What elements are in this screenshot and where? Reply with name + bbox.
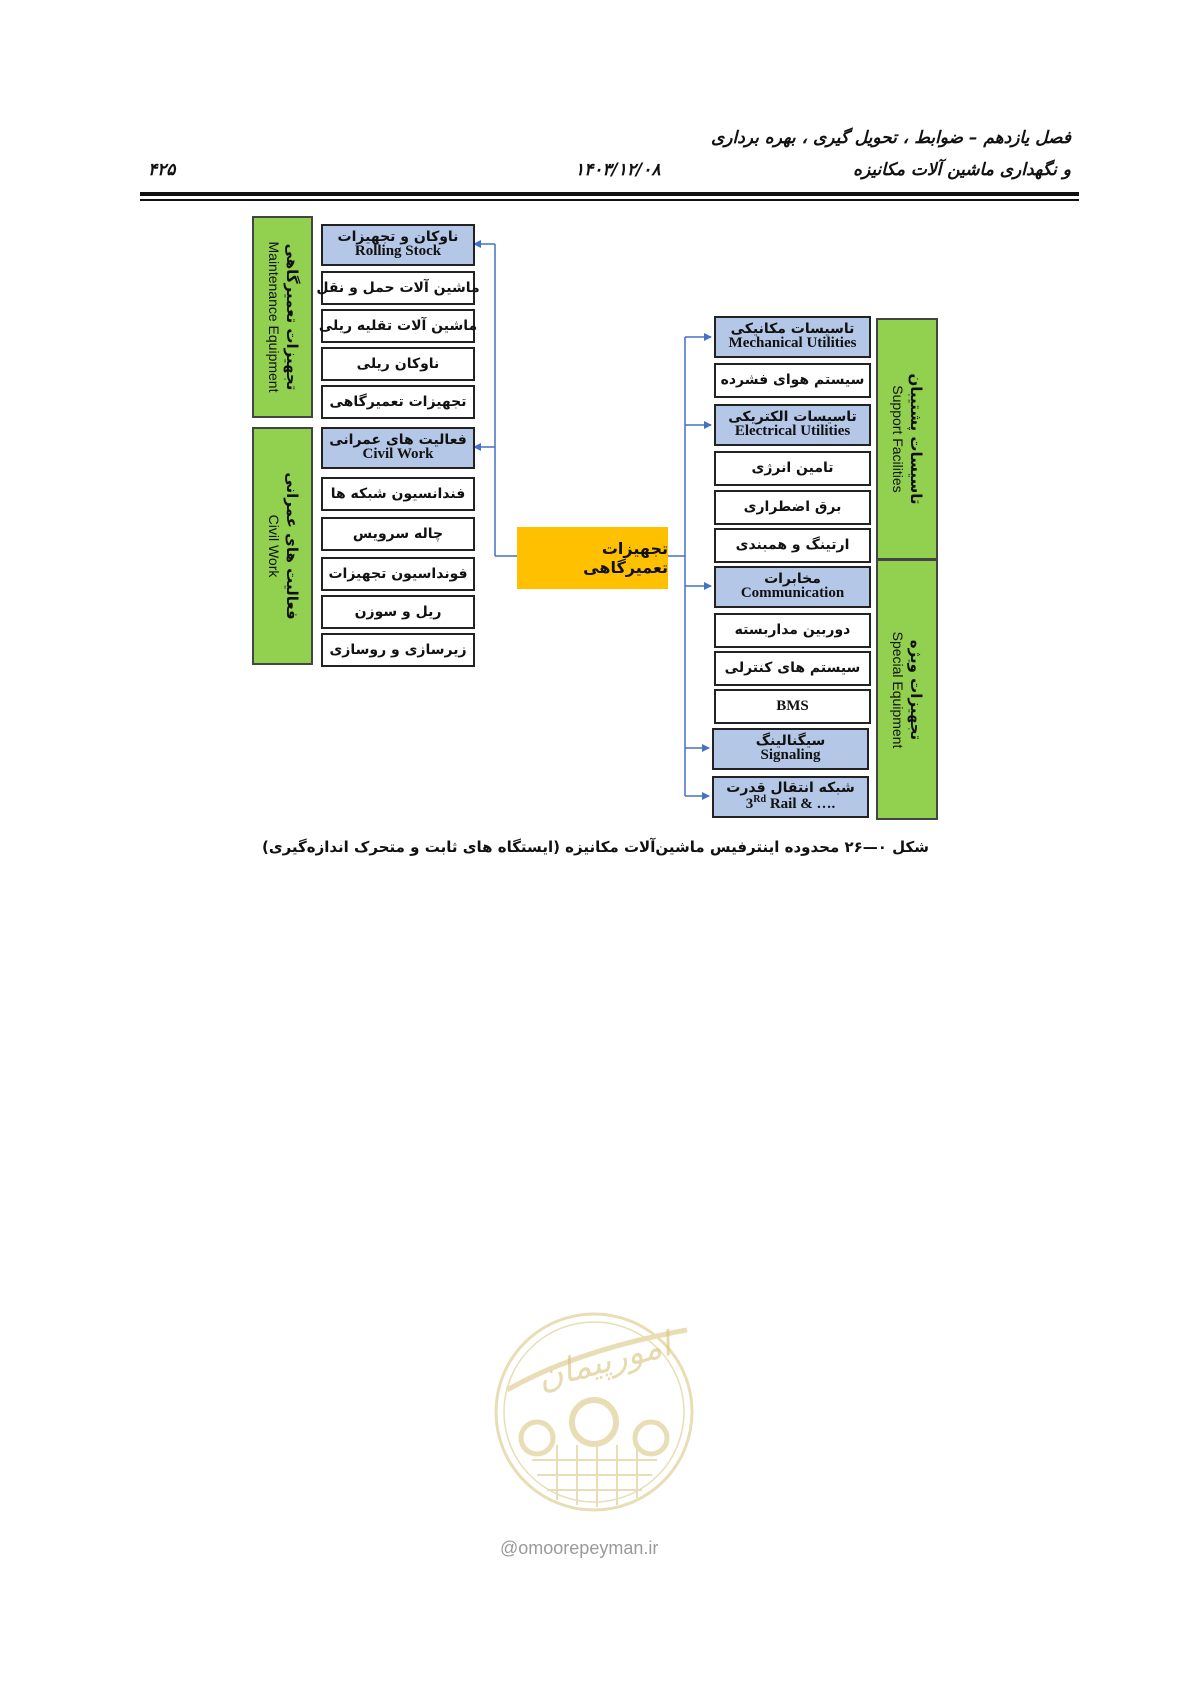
label-special-equipment [876, 559, 938, 820]
box-rolling-stock [321, 224, 475, 266]
header-date: ۱۴۰۳/۱۲/۰۸ [575, 160, 661, 180]
box-maintenance-equipment [321, 385, 475, 419]
box-mechanical-fa: تاسیسات مکانیکی [730, 320, 855, 337]
box-control-systems-text: سیستم های کنترلی [724, 660, 861, 677]
box-compressed-air [714, 363, 871, 398]
box-rail-fleet [321, 347, 475, 381]
label-maintenance-fa: تجهیزات تعمیرگاهی [282, 243, 301, 391]
box-earthing [714, 528, 871, 563]
box-communication-en: Communication [740, 585, 845, 602]
header-chapter-subtitle: و نگهداری ماشین آلات مکانیزه [853, 160, 1071, 180]
watermark-url: @omoorepeyman.ir [500, 1538, 659, 1558]
box-rail-machinery-text: ماشین آلات تقلیه ریلی [318, 317, 478, 334]
box-equipment-foundation [321, 557, 475, 591]
box-compressed-air-text: سیستم هوای فشرده [720, 372, 865, 389]
label-special-fa: تجهیزات ویژه [907, 639, 926, 740]
box-maintenance-equipment-text: تجهیزات تعمیرگاهی [329, 393, 467, 410]
box-mechanical-en: Mechanical Utilities [728, 335, 857, 352]
label-civil-work [252, 427, 313, 665]
center-box: تجهیزات تعمیرگاهی [517, 527, 668, 589]
box-signaling-fa: سیگنالینگ [755, 732, 826, 749]
box-power-supply-text: تامین انرژی [751, 460, 834, 477]
label-support-en: Support Facilities [890, 385, 907, 493]
box-transport-machinery-text: ماشین آلات حمل و نقل [316, 279, 480, 296]
box-power-supply [714, 451, 871, 486]
label-maintenance-equipment [252, 216, 313, 418]
label-maintenance-en: Maintenance Equipment [265, 241, 282, 393]
box-substructure-text: زیرسازی و روسازی [329, 641, 467, 658]
box-electrical-en: Electrical Utilities [734, 423, 851, 440]
box-substructure [321, 633, 475, 667]
box-bms-text: BMS [776, 697, 809, 714]
box-rail-machinery [318, 309, 478, 343]
box-rail-fleet-text: ناوکان ریلی [356, 355, 440, 372]
box-rolling-stock-en: Rolling Stock [354, 243, 442, 260]
box-bms [714, 689, 871, 724]
box-earthing-text: ارتینگ و همبندی [735, 537, 850, 554]
box-equipment-foundation-text: فونداسیون تجهیزات [328, 565, 468, 582]
box-service-pit-text: چاله سرویس [352, 525, 444, 542]
box-network-foundation [321, 477, 475, 511]
box-electrical-utilities [714, 404, 871, 446]
label-civil-work-fa: فعالیت های عمرانی [282, 472, 301, 620]
box-cctv-text: دوربین مداربسته [734, 622, 851, 639]
page-number: ۴۲۵ [148, 160, 176, 180]
box-electrical-fa: تاسیسات الکتریکی [728, 408, 857, 425]
box-rolling-stock-fa: ناوکان و تجهیزات [337, 228, 459, 245]
box-rail-power [712, 776, 869, 818]
label-support-fa: تاسیسات پشتیبان [907, 373, 926, 505]
figure-caption: شکل ۰—۲۶ محدوده اینترفیس ماشین‌آلات مکانیزه (ایستگاه های ثابت و متحرک اندازه‌گیری) [261, 838, 930, 856]
box-transport-machinery [316, 271, 480, 305]
box-mechanical-utilities [714, 316, 871, 358]
box-network-foundation-text: فندانسیون شبکه ها [330, 485, 466, 502]
box-emergency-power-text: برق اضطراری [743, 499, 842, 516]
box-service-pit [321, 517, 475, 551]
label-support-facilities [876, 318, 938, 560]
label-civil-work-en: Civil Work [265, 514, 282, 578]
box-rail-power-fa: شبکه انتقال قدرت [726, 779, 855, 796]
box-communication-fa: مخابرات [764, 570, 821, 587]
box-rail-switch [321, 595, 475, 629]
watermark-logo [487, 1310, 702, 1515]
svg-text:امورپیمان: امورپیمان [533, 1324, 676, 1399]
header-chapter-title: فصل یازدهم – ضوابط ، تحویل گیری ، بهره برداری [710, 128, 1071, 148]
box-signaling [712, 728, 869, 770]
box-rail-power-en: 3Rd Rail & …. [745, 794, 836, 813]
box-communication [714, 566, 871, 608]
box-civil-work-fa: فعالیت های عمرانی [329, 431, 467, 448]
box-cctv [714, 613, 871, 648]
box-civil-work-en: Civil Work [362, 446, 434, 463]
box-rail-switch-text: ریل و سوزن [354, 603, 442, 620]
box-control-systems [714, 651, 871, 686]
box-signaling-en: Signaling [760, 747, 821, 764]
box-emergency-power [714, 490, 871, 525]
box-civil-work [321, 427, 475, 469]
label-special-en: Special Equipment [890, 631, 907, 748]
